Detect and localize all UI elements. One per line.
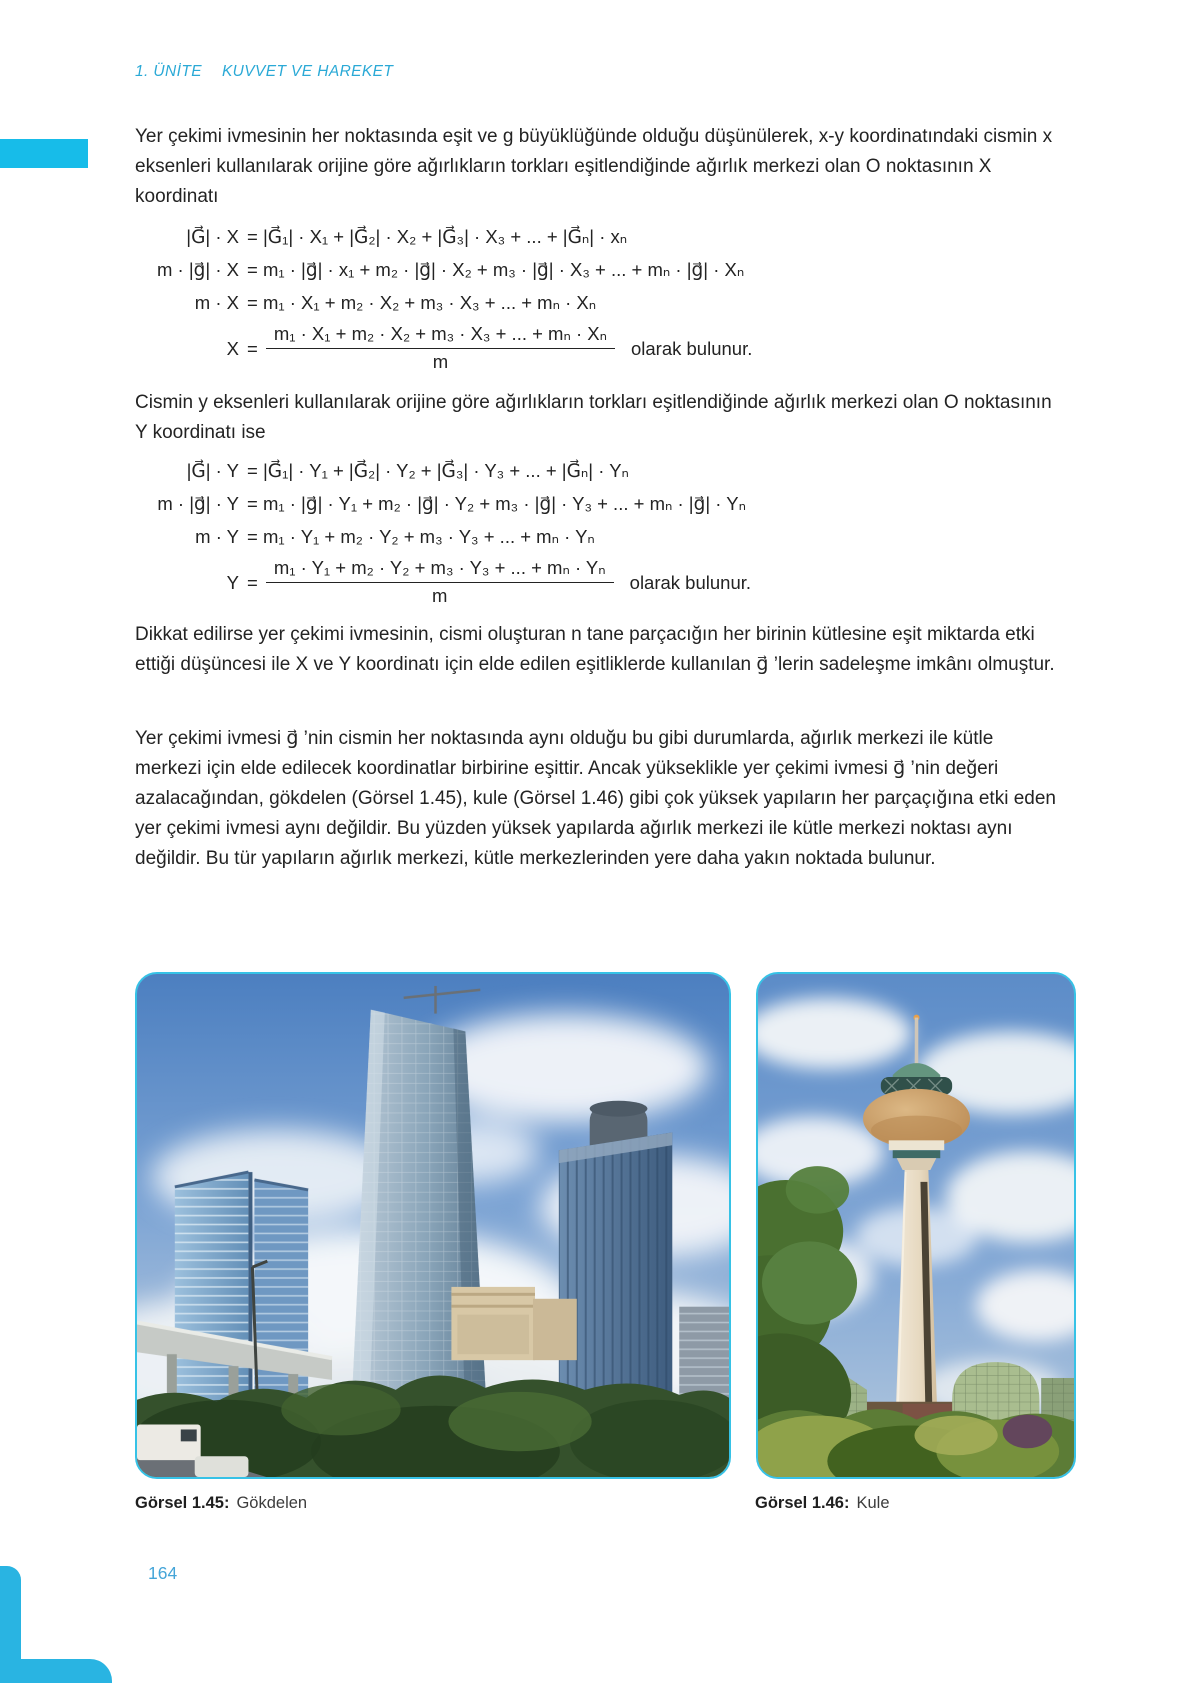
caption-gokdelen <box>135 1494 307 1513</box>
paragraph-simplification: Dikkat edilirse yer çekimi ivmesinin, cismi oluşturan n tane parçacığın her birinin kütlesine eşit miktarda etki ettiği düşüncesi ile X ve Y koordinatı için elde edilen eşitliklerde kullanılan g⃗ ’lerin sadeleşme imkânı olmuştur. <box>135 624 1055 675</box>
equation-block-y <box>135 454 1060 608</box>
equation-lhs: m · |g⃗| · X <box>157 259 239 280</box>
equation-lhs: m · Y <box>195 526 239 547</box>
tower-illustration <box>758 974 1074 1477</box>
equation-lhs: m · |g⃗| · Y <box>157 493 239 514</box>
paragraph-intro-x: Yer çekimi ivmesinin her noktasında eşit ve g büyüklüğünde olduğu düşünülerek, x-y koordinatındaki cismin x eksenleri kullanılarak orijine göre ağırlıkların torkları eşitlendiğinde ağırlık merkezi olan O noktasının X koordinatı <box>135 126 1053 207</box>
equation-line-fraction <box>135 556 1060 608</box>
equation-result-note: olarak bulunur. <box>630 337 753 359</box>
page-header <box>135 63 393 81</box>
equation-lhs: X <box>226 337 239 359</box>
tower-photo <box>756 972 1076 1479</box>
equation-line <box>135 220 1060 253</box>
equation-lhs: |G⃗| · X <box>186 226 239 247</box>
equation-rhs: = |G⃗₁| · Y₁ + |G⃗₂| · Y₂ + |G⃗₃| · Y₃ + ... + |G⃗ₙ| · Yₙ <box>247 460 629 481</box>
paragraph-tall-structures: Yer çekimi ivmesi g⃗ ’nin cismin her noktasında aynı olduğu bu gibi durumlarda, ağırlık merkezi ile kütle merkezi için elde edilecek koordinatlar birbirine eşittir. Ancak yükseklikle yer çekimi ivmesi g⃗ ’nin değeri azalacağından, gökdelen (Görsel 1.45), kule (Görsel 1.46) gibi çok yüksek yapıların her parçaçığına etki eden yer çekimi ivmesi aynı değildir. Bu yüzden yüksek yapılarda ağırlık merkezi ile kütle merkezi noktası aynı değildir. Bu tür yapıların ağırlık merkezi, kütle merkezlerinden yere daha yakın noktada bulunur. <box>135 728 1056 869</box>
equation-line <box>135 520 1060 553</box>
equation-rhs: = m₁ · |g⃗| · x₁ + m₂ · |g⃗| · X₂ + m₃ · |g⃗| · X₃ + ... + mₙ · |g⃗| · Xₙ <box>247 259 745 280</box>
equation-line-fraction <box>135 322 1060 374</box>
equation-line <box>135 487 1060 520</box>
fraction-numerator: m₁ · Y₁ + m₂ · Y₂ + m₃ · Y₃ + ... + mₙ · Yₙ <box>266 556 614 583</box>
equation-result-note: olarak bulunur. <box>629 571 752 593</box>
caption-label: Görsel 1.46: <box>755 1494 850 1512</box>
equation-lhs: m · X <box>194 292 239 313</box>
unit-number: 1. ÜNİTE <box>135 63 202 80</box>
fraction-numerator: m₁ · X₁ + m₂ · X₂ + m₃ · X₃ + ... + mₙ · Xₙ <box>266 322 615 349</box>
equation-block-x <box>135 220 1060 374</box>
fraction-denominator: m <box>432 351 449 372</box>
equation-rhs: = m₁ · |g⃗| · Y₁ + m₂ · |g⃗| · Y₂ + m₃ · |g⃗| · Y₃ + ... + mₙ · |g⃗| · Yₙ <box>247 493 746 514</box>
equation-rhs: = m₁ · X₁ + m₂ · X₂ + m₃ · X₃ + ... + mₙ · Xₙ <box>247 292 597 313</box>
fraction <box>266 322 615 374</box>
equals-sign: = <box>247 571 258 593</box>
corner-accent-horizontal <box>0 1659 112 1683</box>
paragraph-intro-y: Cismin y eksenleri kullanılarak orijine göre ağırlıkların torkları eşitlendiğinde ağırlık merkezi olan O noktasının Y koordinatı ise <box>135 392 1052 443</box>
equation-rhs: = |G⃗₁| · X₁ + |G⃗₂| · X₂ + |G⃗₃| · X₃ + ... + |G⃗ₙ| · xₙ <box>247 226 628 247</box>
skyscraper-illustration <box>137 974 729 1477</box>
equation-lhs: |G⃗| · Y <box>186 460 239 481</box>
equals-sign: = <box>247 337 258 359</box>
equation-line <box>135 253 1060 286</box>
skyscraper-photo <box>135 972 731 1479</box>
unit-title: KUVVET VE HAREKET <box>221 63 394 80</box>
fraction-denominator: m <box>432 585 448 606</box>
margin-accent-bar <box>0 139 88 168</box>
caption-text: Gökdelen <box>236 1494 308 1512</box>
page-number: 164 <box>148 1563 178 1583</box>
equation-rhs: = m₁ · Y₁ + m₂ · Y₂ + m₃ · Y₃ + ... + mₙ · Yₙ <box>247 526 595 547</box>
equation-line <box>135 454 1060 487</box>
caption-label: Görsel 1.45: <box>135 1494 230 1512</box>
equation-line <box>135 286 1060 319</box>
equation-lhs: Y <box>226 571 239 593</box>
fraction <box>266 556 614 608</box>
caption-kule <box>755 1494 890 1513</box>
caption-text: Kule <box>856 1494 890 1512</box>
